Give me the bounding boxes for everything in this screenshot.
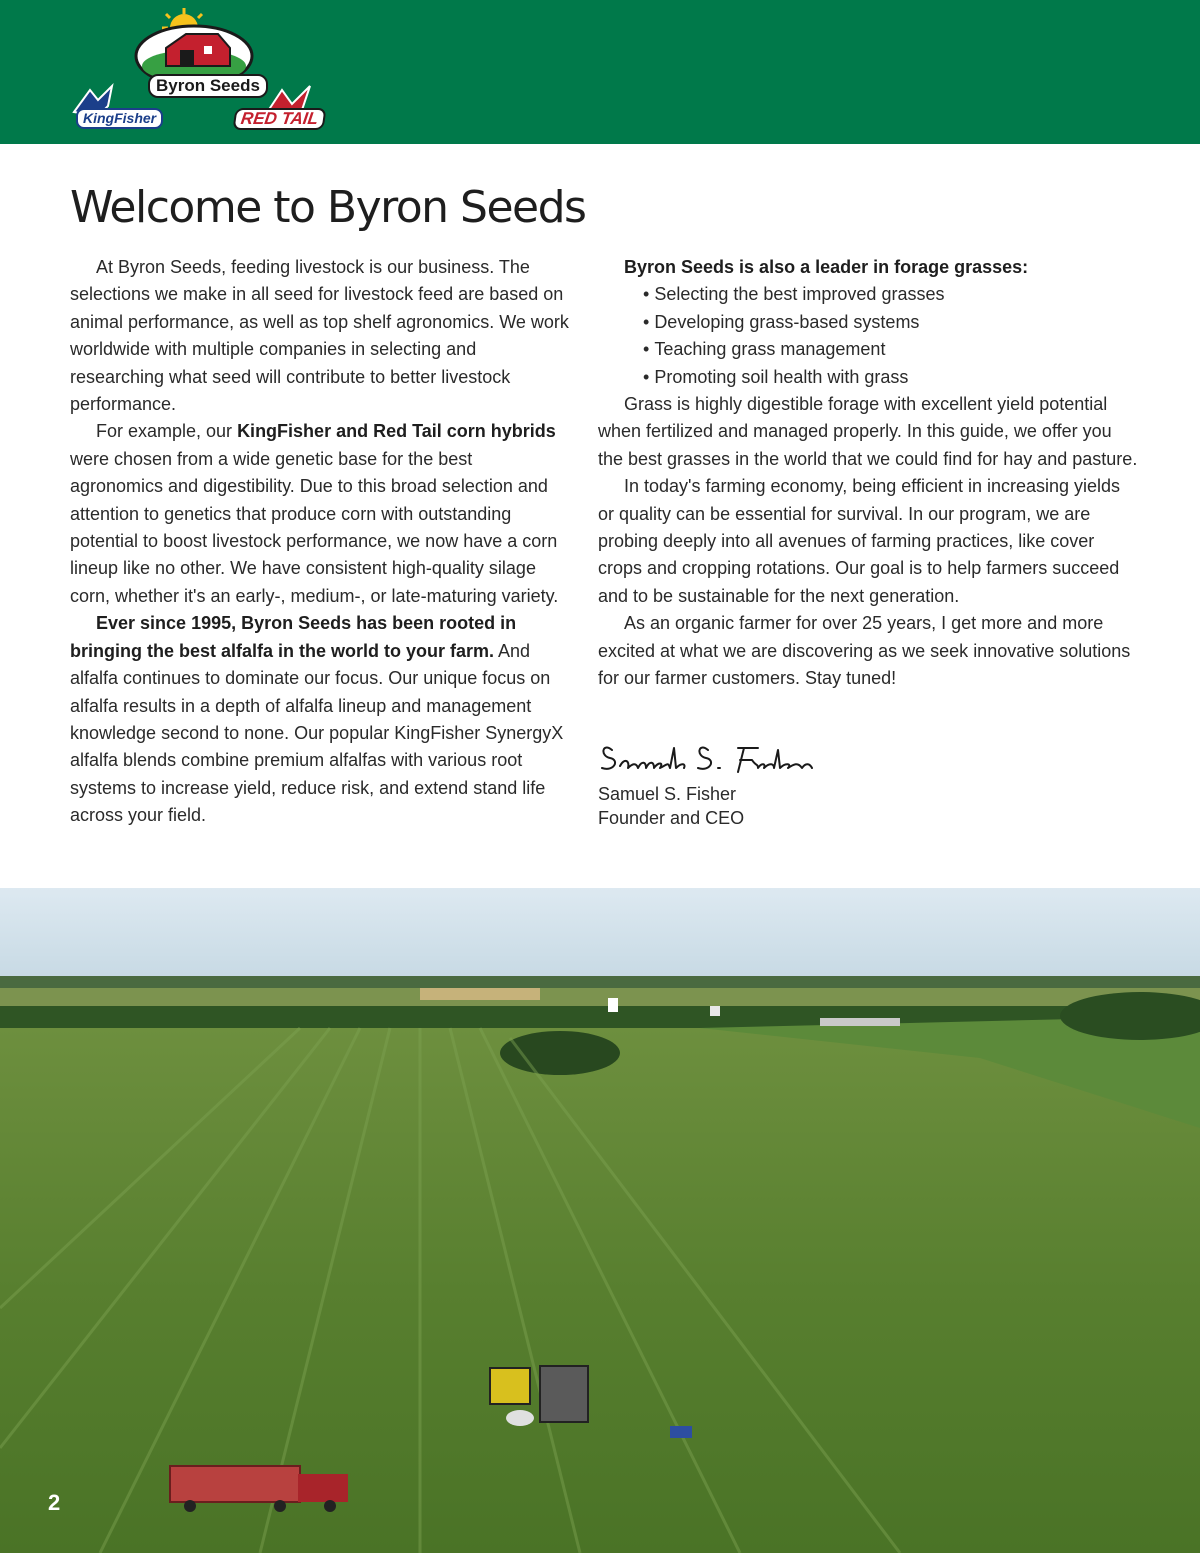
- alfalfa-paragraph-body: And alfalfa continues to dominate our focus. Our unique focus on alfalfa results in a depth of alfalfa lineup and management knowledge second to none. Our popular KingFisher SynergyX alfalfa blends combine premium alfalfas with various root systems to increase yield, reduce risk, and extend stand life across your field.: [70, 640, 564, 826]
- list-item: • Developing grass-based systems: [643, 309, 1138, 336]
- red-tail-wordmark: RED TAIL: [232, 108, 326, 130]
- economy-paragraph: In today's farming economy, being efficient in increasing yields or quality can be essential for survival. In our program, we are probing deeply into all avenues of farming practices, like cover crops and cropping rotations. Our goal is to help farmers succeed and to be sustainable for the next generation.: [598, 476, 1121, 606]
- farm-field-aerial-photo: [0, 888, 1200, 1553]
- corn-hybrids-highlight: KingFisher and Red Tail corn hybrids: [237, 421, 556, 442]
- grass-paragraph: Grass is highly digestible forage with excellent yield potential when fertilized and managed properly. In this guide, we offer you the best grasses in the world that we could find for hay and pasture.: [598, 394, 1138, 469]
- grasses-lead-text: Byron Seeds is also a leader in forage grasses:: [624, 257, 1029, 277]
- grasses-lead: [598, 254, 1138, 281]
- list-item: • Selecting the best improved grasses: [643, 281, 1138, 308]
- intro-paragraph: At Byron Seeds, feeding livestock is our business. The selections we make in all seed for livestock feed are based on animal performance, as well as top shelf agronomics. We work worldwide with multiple companies in selecting and researching what seed will contribute to better livestock performance.: [70, 257, 569, 415]
- organic-paragraph: As an organic farmer for over 25 years, I get more and more excited at what we are discovering as we seek innovative solutions for our farmer customers. Stay tuned!: [598, 613, 1131, 689]
- corn-paragraph-lead: For example, our: [96, 421, 238, 442]
- signer-title: Founder and CEO: [598, 808, 745, 828]
- left-column: [70, 254, 570, 830]
- tractor-icon: [670, 1426, 692, 1438]
- header-banner: [0, 0, 1200, 144]
- signer-name: Samuel S. Fisher: [598, 784, 737, 804]
- byron-seeds-wordmark: Byron Seeds: [148, 74, 268, 98]
- grasses-bullet-list: [598, 281, 1138, 391]
- alfalfa-paragraph: [70, 610, 570, 829]
- alfalfa-highlight: Ever since 1995, Byron Seeds has been rooted in bringing the best alfalfa in the world to your farm.: [70, 613, 517, 661]
- corn-paragraph-body: were chosen from a wide genetic base for the best agronomics and digestibility. Due to this broad selection and attention to genetics that produce corn with outstanding potential to boost livestock performance, we now have a corn lineup like no other. We have consistent high-quality silage corn, whether it's an early-, medium-, or late-maturing variety.: [70, 448, 559, 606]
- list-item: • Teaching grass management: [643, 336, 1138, 363]
- corn-paragraph: [70, 418, 570, 610]
- right-column: [598, 254, 1138, 693]
- page-title: Welcome to Byron Seeds: [70, 182, 586, 233]
- list-item: • Promoting soil health with grass: [643, 364, 1138, 391]
- page-number: 2: [48, 1490, 61, 1515]
- brand-logos: [66, 8, 336, 136]
- handwritten-signature: [598, 736, 838, 780]
- kingfisher-wordmark: KingFisher: [76, 108, 163, 129]
